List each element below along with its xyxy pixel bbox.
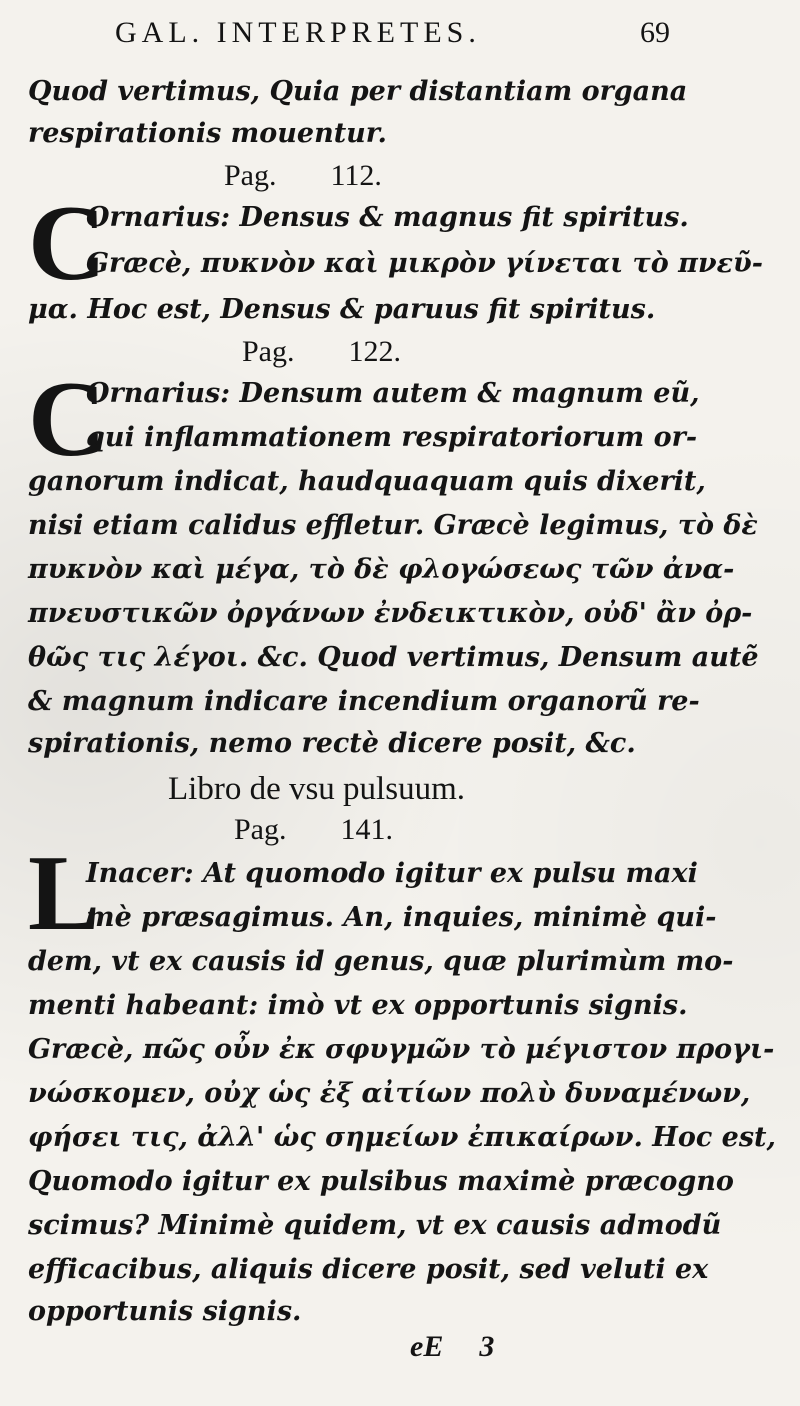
pag-label: Pag. — [224, 159, 277, 192]
pag-number: 141. — [340, 813, 393, 846]
text-line: dem, vt ex causis id genus, quæ plurimùm mo- — [28, 946, 734, 977]
pag-label: Pag. — [242, 335, 295, 368]
signature-letters: eE — [410, 1330, 444, 1363]
text-line: Græcè, πυκνὸν καὶ μικρὸν γίνεται τὸ πνεῦ- — [86, 248, 763, 279]
page-reference — [242, 330, 401, 374]
text-line: θῶς τις λέγοι. &c. Quod vertimus, Densum autẽ — [28, 642, 759, 673]
page-reference — [224, 154, 382, 198]
text-line: νώσκομεν, οὐχ ὡς ἐξ αἰτίων πολὺ δυναμένων, — [28, 1078, 751, 1109]
drop-capital: L — [28, 834, 101, 953]
text-line: φήσει τις, ἀλλ' ὡς σημείων ἐπικαίρων. Hoc est, — [28, 1122, 776, 1153]
text-line: μα. Hoc est, Densus & paruus fit spiritus. — [28, 294, 656, 325]
text-line: Ornarius: Densus & magnus fit spiritus. — [86, 202, 689, 233]
running-header — [115, 10, 670, 54]
text-line: scimus? Minimè quidem, vt ex causis admodũ — [28, 1210, 722, 1241]
text-line: opportunis signis. — [28, 1296, 302, 1327]
text-line: nisi etiam calidus effletur. Græcè legimus, τὸ δὲ — [28, 510, 758, 541]
text-line: Ornarius: Densum autem & magnum eũ, — [86, 378, 700, 409]
text-line: πυκνὸν καὶ μέγα, τὸ δὲ φλογώσεως τῶν ἀνα- — [28, 554, 735, 585]
text-line: efficacibus, aliquis dicere posit, sed veluti ex — [28, 1254, 709, 1285]
signature-number: 3 — [479, 1330, 495, 1363]
drop-capital: C — [28, 184, 106, 303]
text-line: Quod vertimus, Quia per distantiam organa — [28, 76, 688, 107]
signature-mark — [410, 1330, 494, 1364]
text-line: πνευστικῶν ὀργάνων ἐνδεικτικὸν, οὐδ' ἂν ὀρ- — [28, 598, 753, 629]
text-line: Quomodo igitur ex pulsibus maximè præcogno — [28, 1166, 734, 1197]
drop-capital: C — [28, 360, 106, 479]
text-line: menti habeant: imò vt ex opportunis signis. — [28, 990, 688, 1021]
text-line: & magnum indicare incendium organorũ re- — [28, 686, 700, 717]
text-line: mè præsagimus. An, inquies, minimè qui- — [86, 902, 717, 933]
text-line: Græcè, πῶς οὖν ἐκ σφυγμῶν τὸ μέγιστον προγι- — [28, 1034, 775, 1065]
page-reference — [234, 808, 393, 852]
pag-label: Pag. — [234, 813, 287, 846]
text-line: Inacer: At quomodo igitur ex pulsu maxi — [86, 858, 698, 889]
text-line: spirationis, nemo rectè dicere posit, &c. — [28, 728, 636, 759]
pag-number: 122. — [348, 335, 401, 368]
section-title: Libro de vsu pulsuum. — [168, 771, 465, 807]
text-line: ganorum indicat, haudquaquam quis dixerit, — [28, 466, 706, 497]
text-line: qui inflammationem respiratoriorum or- — [86, 422, 698, 453]
text-line: respirationis mouentur. — [28, 118, 387, 149]
running-title: GAL. INTERPRETES. — [115, 16, 481, 49]
pag-number: 112. — [330, 159, 382, 192]
page-number: 69 — [640, 16, 670, 49]
